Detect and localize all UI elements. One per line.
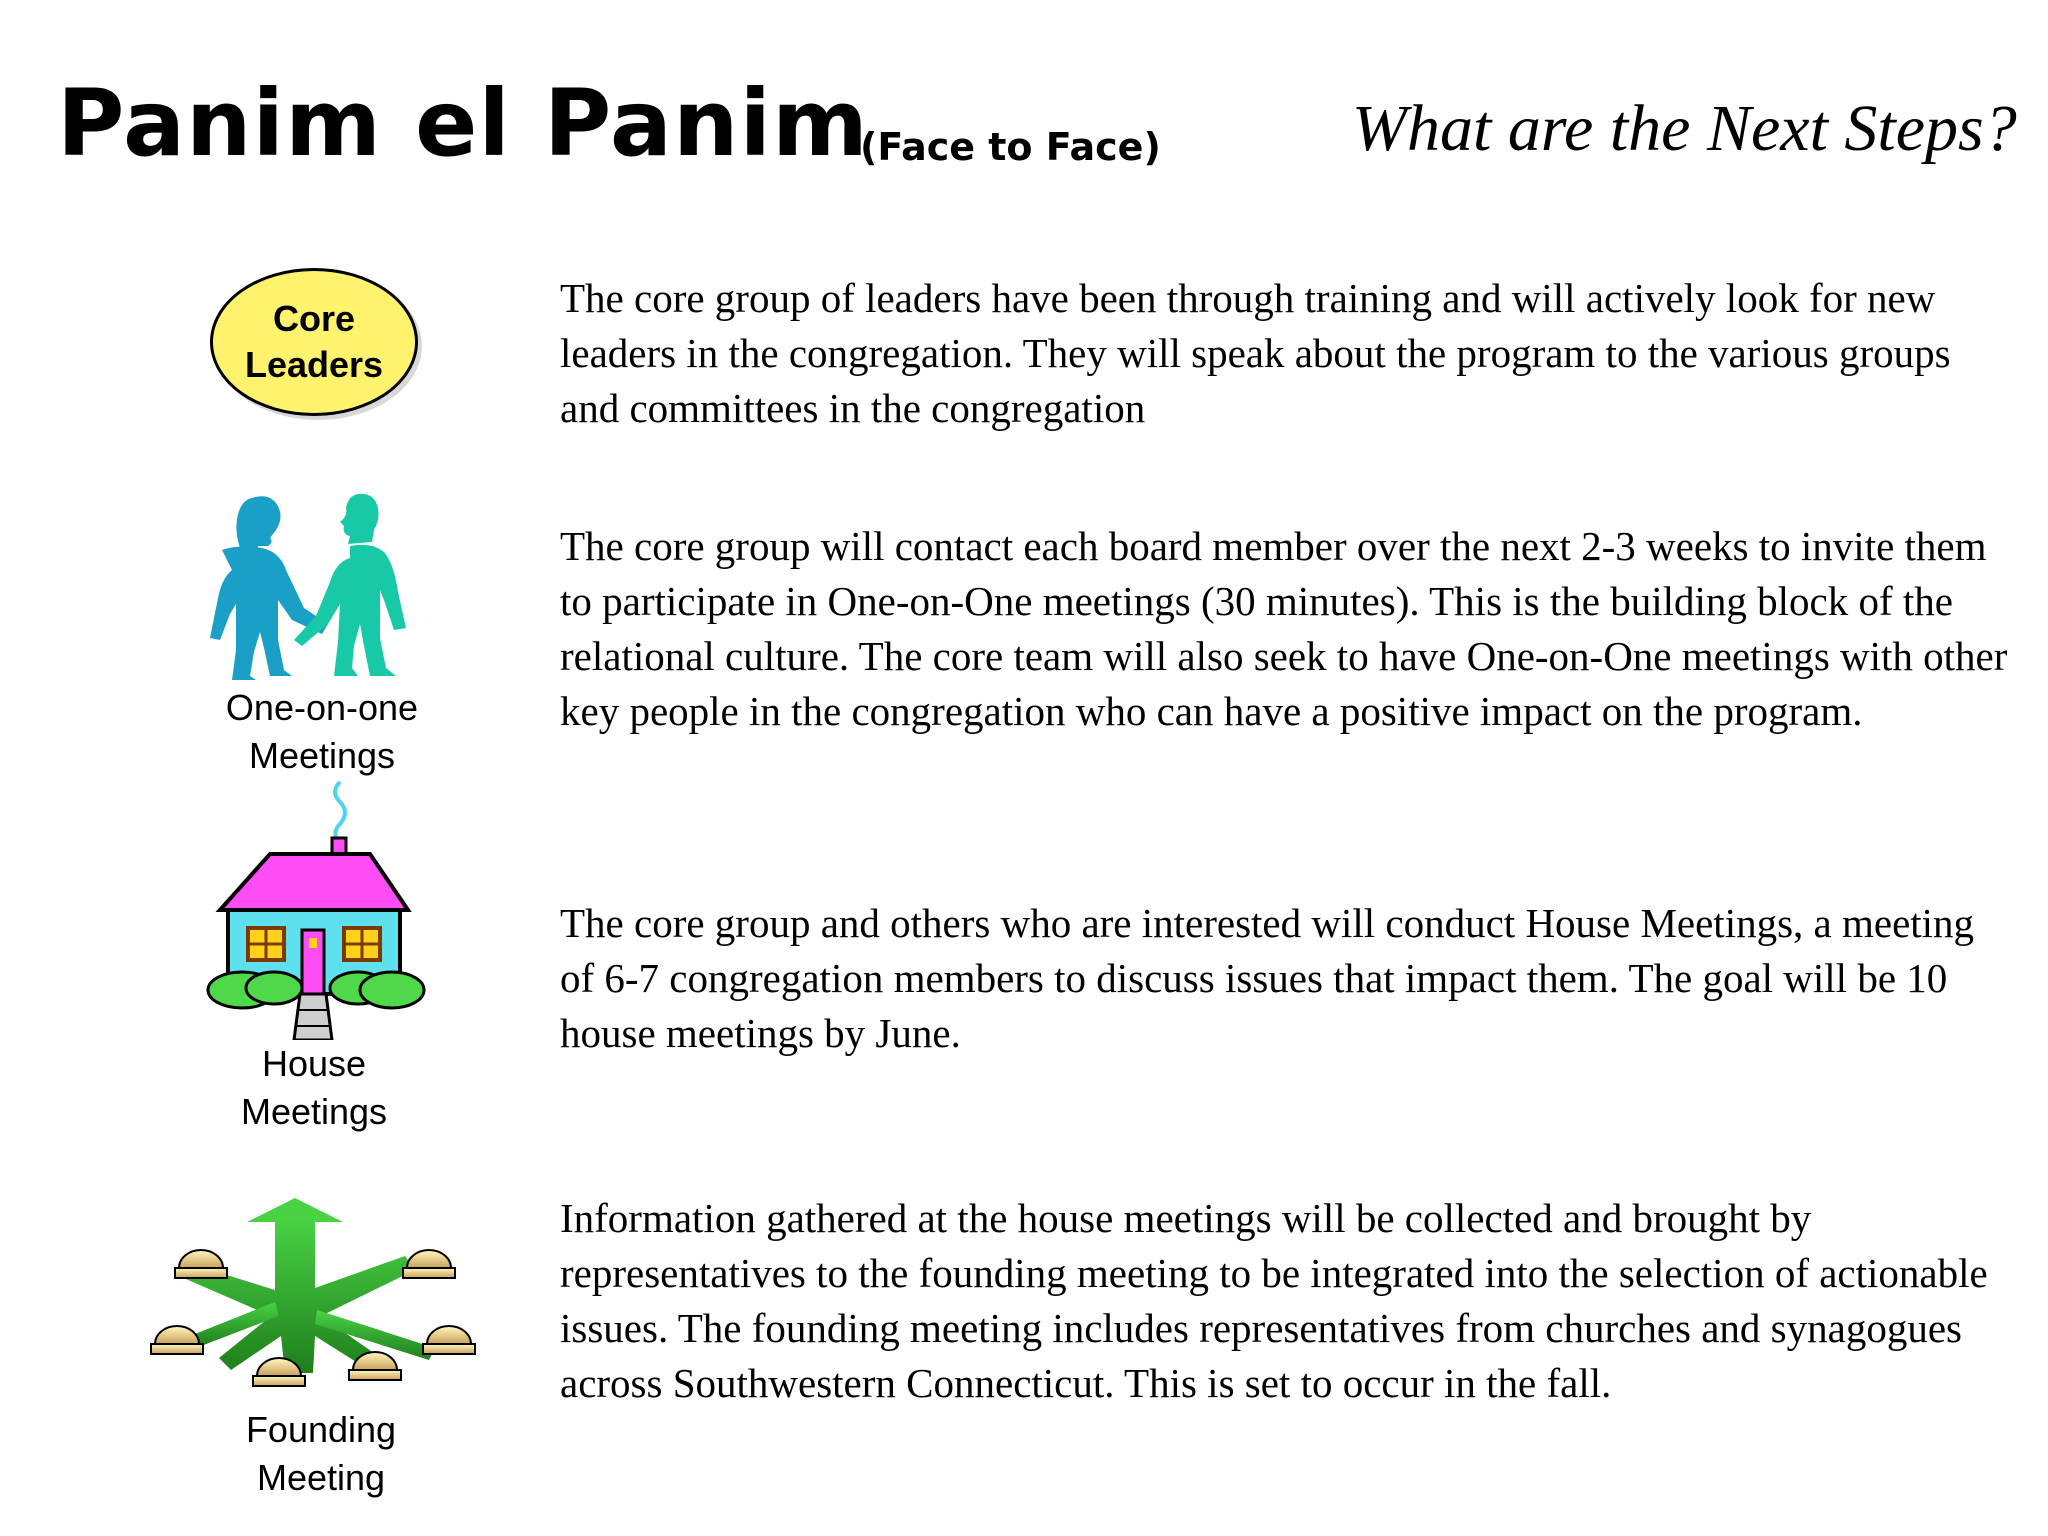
badge-line-2: Leaders: [244, 344, 384, 385]
step-founding-meeting-text: Information gathered at the house meetings will be collected and brought by representatives to the founding meeting to be integrated into the selection of actionable issues. The founding meeting includes representatives from churches and synagogues across Southwestern Connecticut. This is set to occur in the fall.: [560, 1195, 1988, 1406]
step-one-on-one-text: The core group will contact each board member over the next 2-3 weeks to invite them to participate in One-on-One meetings (30 minutes). This is the building block of the relational culture. The core team will also seek to have One-on-One meetings with other key people in the congregation who can have a positive impact on the program.: [560, 523, 2008, 734]
handshake-icon: [200, 492, 420, 682]
page-subtitle: (Face to Face): [860, 125, 1161, 169]
label-line-1: House: [261, 1043, 367, 1084]
label-line-2: Meetings: [248, 735, 396, 776]
step-one-on-one-label: [192, 684, 452, 780]
badge-line-1: Core: [272, 298, 356, 339]
step-house-meetings-label: [184, 1040, 444, 1136]
core-leaders-badge: [210, 268, 418, 416]
page-title: Panim el Panim: [57, 70, 869, 177]
label-line-2: Meetings: [240, 1091, 388, 1132]
label-line-2: Meeting: [256, 1457, 386, 1498]
label-line-1: One-on-one: [225, 687, 419, 728]
converging-arrows-domes-icon: [145, 1198, 485, 1408]
label-line-1: Founding: [245, 1409, 397, 1450]
step-founding-meeting-label: [191, 1406, 451, 1502]
house-icon: [200, 778, 430, 1040]
step-house-meetings-text: The core group and others who are interested will conduct House Meetings, a meeting of 6-7 congregation members to discuss issues that impact them. The goal will be 10 house meetings by June.: [560, 900, 1975, 1056]
section-heading: What are the Next Steps?: [1352, 92, 2017, 165]
step-core-leaders-text: The core group of leaders have been through training and will actively look for new leaders in the congregation. They will speak about the program to the various groups and committees in the congregation: [560, 275, 1951, 431]
